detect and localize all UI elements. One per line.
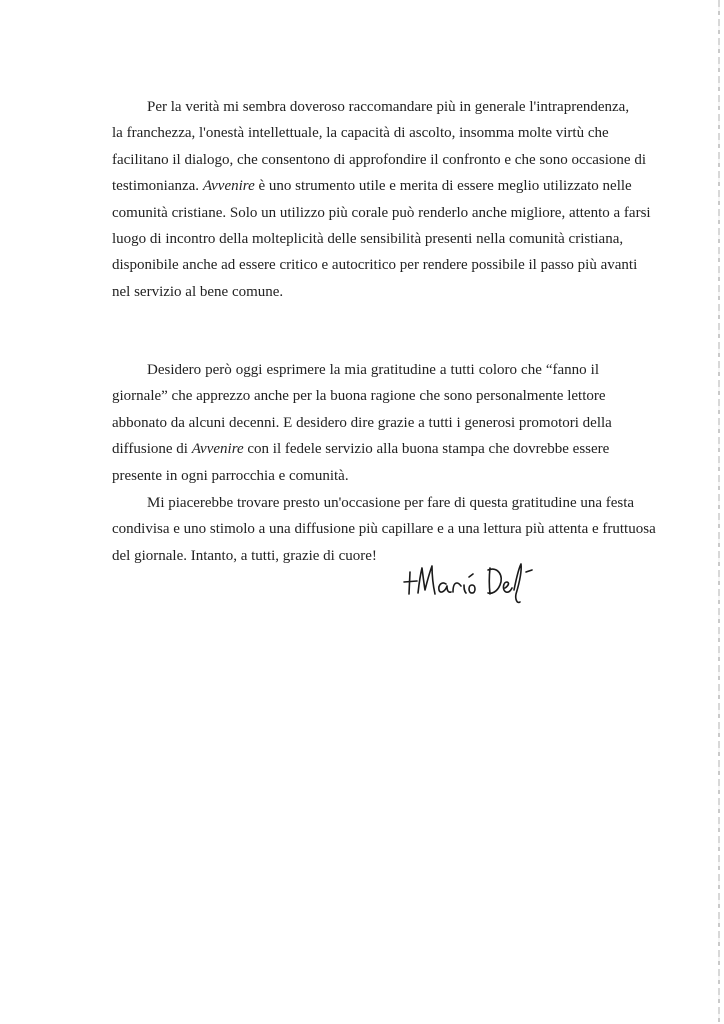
signature-trailing-mark [526, 570, 532, 572]
signature-cross-stroke-vertical [409, 572, 410, 594]
paragraph-1-line-1: Per la verità mi sembra doveroso raccomandare più in generale l'intraprendenza, [147, 99, 630, 115]
paragraph-2 [112, 357, 612, 489]
paragraph-2-line-5: presente in ogni parrocchia e comunità. [112, 467, 349, 484]
paragraph-2-line-2: giornale” che apprezzo anche per la buona ragione che sono personalmente lettore [112, 388, 606, 405]
paragraph-1-line-6: luogo di incontro della molteplicità delle sensibilità presenti nella comunità cristiana, [112, 231, 624, 248]
paragraph-3-line-2: condivisa e uno stimolo a una diffusione più capillare e a una lettura più attenta e fruttuosa [112, 521, 656, 538]
paragraph-2-line-4 [112, 436, 610, 462]
paragraph-3-line-1: Mi piacerebbe trovare presto un'occasione per fare di questa gratitudine una festa [147, 495, 635, 511]
paragraph-3-line-3: del giornale. Intanto, a tutti, grazie di cuore! [112, 547, 377, 564]
scan-edge-decoration [718, 0, 720, 1024]
paragraph-1-line-8: nel servizio al bene comune. [112, 283, 284, 300]
signature-letter-d [488, 568, 501, 594]
signature-letter-i [464, 585, 466, 593]
paragraph-1-line-3: facilitano il dialogo, che consentono di approfondire il confronto e che sono occasione di [112, 151, 647, 168]
signature-letter-m [418, 566, 435, 594]
paragraph-1-line-4-tail: è uno strumento utile e merita di essere meglio utilizzato nelle [258, 178, 632, 195]
newspaper-name: Avvenire [202, 178, 255, 195]
paragraph-1 [112, 94, 651, 305]
signature-letter-o [469, 585, 475, 593]
paragraph-1-line-4 [112, 173, 632, 199]
signature-letter-a [439, 583, 451, 592]
paragraph-1-line-7: disponibile anche ad essere critico e autocritico per rendere possibile il passo più avanti [112, 257, 638, 274]
handwritten-signature [402, 550, 542, 610]
paragraph-2-line-1: Desidero però oggi esprimere la mia gratitudine a tutti coloro che “fanno il [147, 362, 599, 378]
paragraph-1-line-2: la franchezza, l'onestà intellettuale, la capacità di ascolto, insomma molte virtù che [112, 125, 609, 142]
paragraph-2-line-4-lead: diffusione di [112, 441, 188, 458]
paragraph-2-line-4-tail: con il fedele servizio alla buona stampa che dovrebbe essere [247, 441, 610, 458]
paragraph-2-line-3: abbonato da alcuni decenni. E desidero dire grazie a tutti i generosi promotori della [112, 414, 612, 431]
signature-letter-l [514, 564, 521, 602]
paragraph-1-line-5: comunità cristiane. Solo un utilizzo più corale può renderlo anche migliore, attento a farsi [112, 204, 651, 221]
paragraph-1-line-4-lead: testimonianza. [112, 178, 200, 195]
signature-cross-stroke-horizontal [404, 581, 417, 582]
signature-letter-e [503, 582, 512, 592]
newspaper-name: Avvenire [191, 441, 244, 458]
signature-letter-r [453, 583, 461, 592]
signature-accent [469, 574, 473, 577]
